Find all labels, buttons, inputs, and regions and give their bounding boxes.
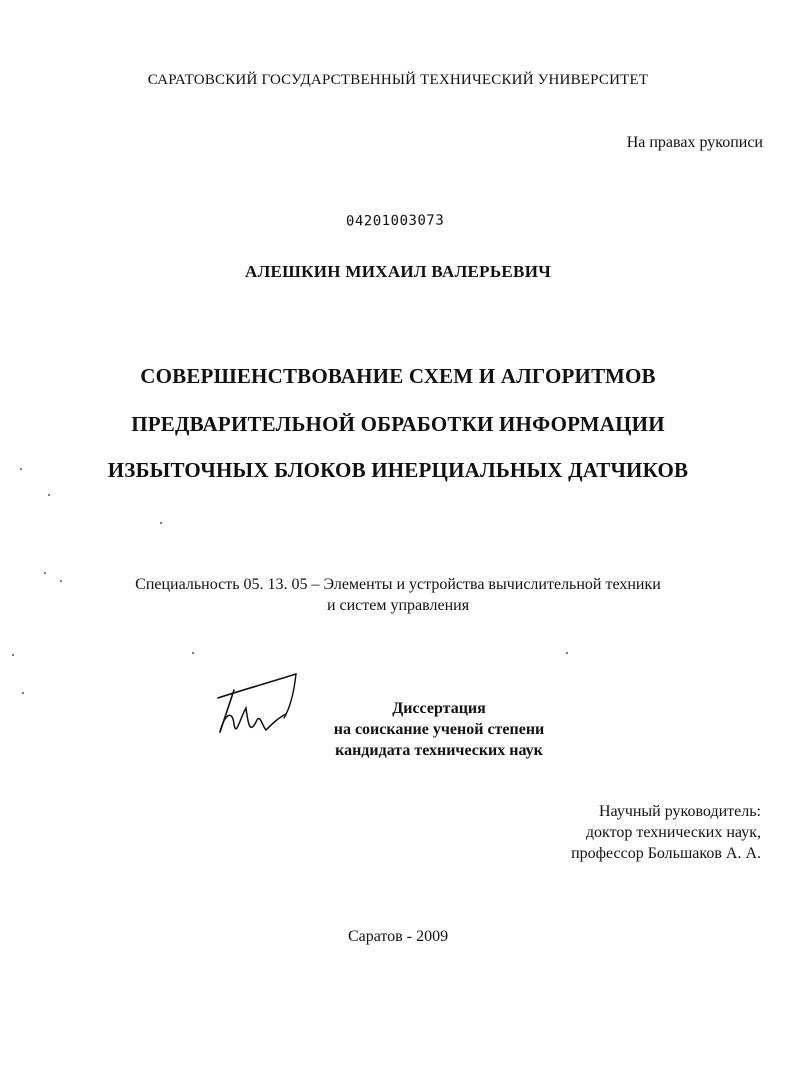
scan-speck [192, 652, 194, 654]
signature [206, 668, 306, 753]
specialty-line-2: и систем управления [326, 597, 470, 614]
scan-speck [44, 572, 46, 574]
place-and-year: Саратов - 2009 [347, 928, 449, 945]
title-line-2: ПРЕДВАРИТЕЛЬНОЙ ОБРАБОТКИ ИНФОРМАЦИИ [131, 412, 665, 436]
registry-number: 04201003073 [345, 212, 445, 230]
supervisor-line-1: Научный руководитель: [598, 803, 761, 820]
scan-speck [48, 494, 50, 496]
title-line-1: СОВЕРШЕНСТВОВАНИЕ СХЕМ И АЛГОРИТМОВ [140, 364, 656, 388]
scan-speck [20, 468, 22, 470]
scan-speck [12, 654, 14, 656]
degree-line-1: Диссертация [392, 700, 486, 717]
author-name: АЛЕШКИН МИХАИЛ ВАЛЕРЬЕВИЧ [245, 262, 551, 281]
title-line-3: ИЗБЫТОЧНЫХ БЛОКОВ ИНЕРЦИАЛЬНЫХ ДАТЧИКОВ [107, 458, 689, 482]
degree-line-2: на соискание ученой степени [333, 721, 545, 738]
specialty-line-1: Специальность 05. 13. 05 – Элементы и устройства вычислительной техники [135, 576, 661, 593]
scan-speck [566, 652, 568, 654]
scan-speck [22, 692, 24, 694]
supervisor-line-3: профессор Большаков А. А. [571, 845, 761, 862]
supervisor-line-2: доктор технических наук, [585, 824, 761, 841]
degree-line-3: кандидата технических наук [335, 742, 543, 759]
manuscript-note: На правах рукописи [626, 134, 763, 151]
university-name: САРАТОВСКИЙ ГОСУДАРСТВЕННЫЙ ТЕХНИЧЕСКИЙ УНИВЕРСИТЕТ [147, 72, 649, 88]
scan-speck [160, 522, 162, 524]
scan-speck [60, 580, 62, 582]
